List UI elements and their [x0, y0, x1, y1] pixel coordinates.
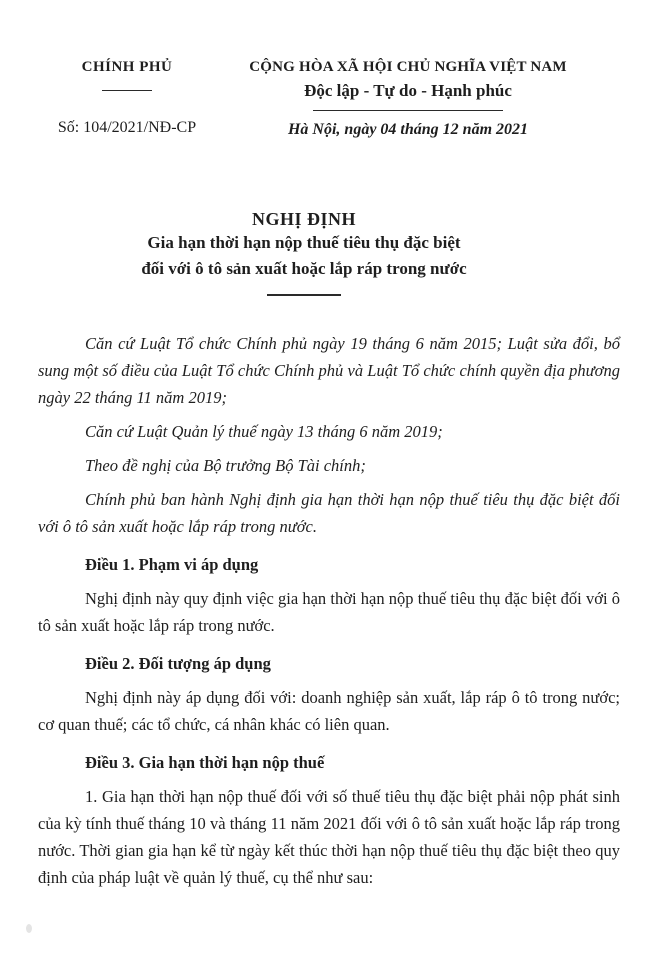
title-block: [0, 208, 660, 296]
place-and-date: Hà Nội, ngày 04 tháng 12 năm 2021: [287, 121, 529, 138]
article-1-heading: Điều 1. Phạm vi áp dụng: [85, 555, 259, 574]
country-name: CỘNG HÒA XÃ HỘI CHỦ NGHĨA VIỆT NAM: [249, 59, 567, 75]
document-header: [0, 58, 660, 140]
document-type: NGHỊ ĐỊNH: [251, 209, 356, 229]
motto-underline: [313, 110, 503, 111]
national-motto: Độc lập - Tự do - Hạnh phúc: [304, 81, 512, 100]
preamble-paragraph-3: Theo đề nghị của Bộ trưởng Bộ Tài chính;: [85, 456, 366, 475]
document-number: Số: 104/2021/NĐ-CP: [57, 119, 197, 136]
document-title-line2: đối với ô tô sản xuất hoặc lắp ráp trong nước: [141, 259, 467, 278]
national-block: [232, 58, 584, 140]
article-2-text: Nghị định này áp dụng đối với: doanh nghiệp sản xuất, lắp ráp ô tô trong nước; cơ quan thuế; các tổ chức, cá nhân khác có liên quan.: [38, 688, 620, 734]
issuer-underline: [102, 90, 152, 91]
scan-artifact: [26, 924, 32, 933]
preamble-paragraph-4: Chính phủ ban hành Nghị định gia hạn thời hạn nộp thuế tiêu thụ đặc biệt đối với ô tô sản xuất hoặc lắp ráp trong nước.: [38, 490, 620, 536]
article-2-heading: Điều 2. Đối tượng áp dụng: [85, 654, 271, 673]
document-title-line1: Gia hạn thời hạn nộp thuế tiêu thụ đặc biệt: [147, 233, 461, 252]
article-3-text: 1. Gia hạn thời hạn nộp thuế đối với số thuế tiêu thụ đặc biệt phải nộp phát sinh của kỳ tính thuế tháng 10 và tháng 11 năm 2021 đối với ô tô sản xuất hoặc lắp ráp trong nước. Thời gian gia hạn kể từ ngày kết thúc thời hạn nộp thuế tiêu thụ đặc biệt theo quy định của pháp luật về quản lý thuế, cụ thể như sau:: [38, 787, 620, 887]
issuer-name: CHÍNH PHỦ: [81, 59, 173, 75]
article-3-heading: Điều 3. Gia hạn thời hạn nộp thuế: [85, 753, 325, 772]
preamble-paragraph-1: Căn cứ Luật Tổ chức Chính phủ ngày 19 tháng 6 năm 2015; Luật sửa đổi, bổ sung một số điều của Luật Tổ chức Chính phủ và Luật Tổ chức chính quyền địa phương ngày 22 tháng 11 năm 2019;: [38, 334, 620, 407]
document-body: [38, 330, 620, 891]
title-divider: [267, 294, 341, 296]
issuer-block: [38, 58, 216, 138]
preamble-paragraph-2: Căn cứ Luật Quản lý thuế ngày 13 tháng 6 năm 2019;: [85, 422, 443, 441]
article-1-text: Nghị định này quy định việc gia hạn thời hạn nộp thuế tiêu thụ đặc biệt đối với ô tô sản xuất hoặc lắp ráp trong nước.: [38, 589, 620, 635]
